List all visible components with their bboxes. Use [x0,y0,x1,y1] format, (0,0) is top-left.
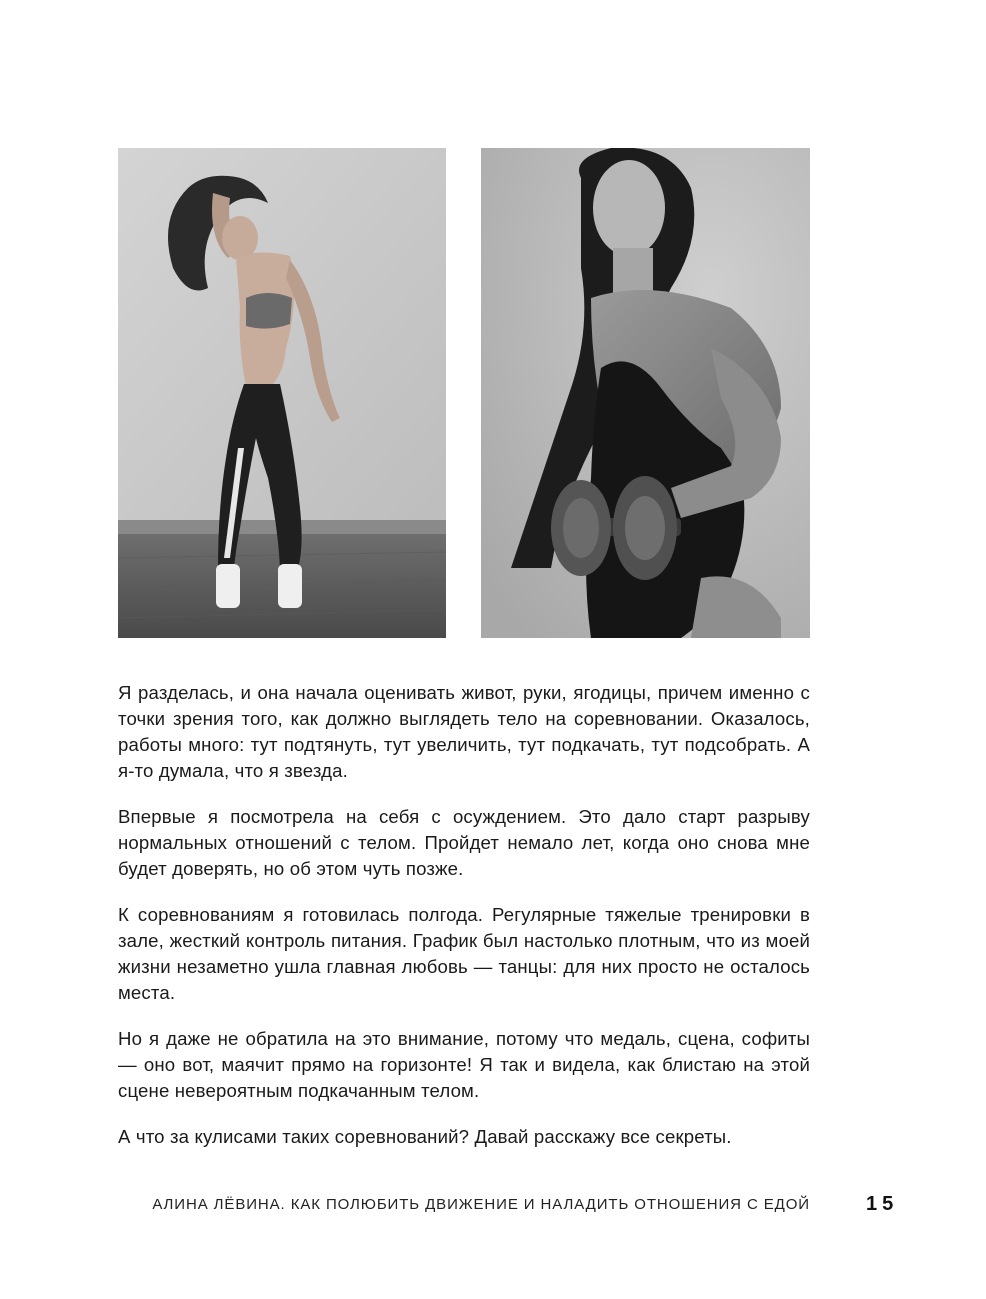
paragraph-4: Но я даже не обратила на это внимание, потому что медаль, сцена, софиты — оно вот, маячит прямо на горизонте! Я так и видела, как блистаю на этой сцене невероятным подкачанным телом. [118,1028,810,1101]
page-number: 15 [866,1193,899,1215]
paragraph-2: Впервые я посмотрела на себя с осуждением. Это дало старт разрыву нормальных отношений с телом. Пройдет немало лет, когда оно снова мне будет доверять, но об этом чуть позже. [118,806,810,879]
paragraph-3: К соревнованиям я готовилась полгода. Регулярные тяжелые тренировки в зале, жесткий контроль питания. График был настолько плотным, что из моей жизни незаметно ушла главная любовь — танцы: для них просто не осталось места. [118,904,810,1003]
photo-left [118,148,446,638]
photo-woman-dumbbell-icon [481,148,810,638]
running-title: АЛИНА ЛЁВИНА. КАК ПОЛЮБИТЬ ДВИЖЕНИЕ И НАЛАДИТЬ ОТНОШЕНИЯ С ЕДОЙ [152,1196,810,1213]
photo-right [481,148,810,638]
paragraph-5: А что за кулисами таких соревнований? Давай расскажу все секреты. [118,1126,732,1147]
body-text [118,680,810,1170]
photo-woman-standing-icon [118,148,446,638]
paragraph-1: Я разделась, и она начала оценивать живот, руки, ягодицы, причем именно с точки зрения того, как должно выглядеть тело на соревновании. Оказалось, работы много: тут подтянуть, тут увеличить, тут подкачать, тут подсобрать. А я-то думала, что я звезда. [118,682,810,781]
